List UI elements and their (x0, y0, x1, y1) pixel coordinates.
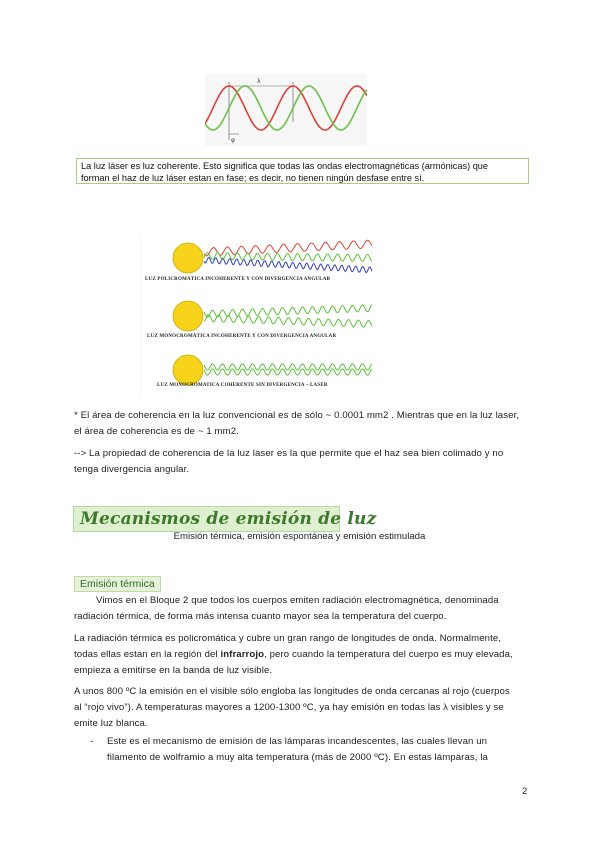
beam-1-blue (204, 257, 372, 272)
p2-line-3: empieza a emitirse en la banda de luz visible. (74, 665, 273, 676)
lambda-label: λ (257, 78, 261, 85)
p2-infrared-term: infrarrojo (220, 649, 265, 660)
light-source-2 (173, 301, 203, 331)
p2-line-2-a: todas ellas estan en la región del (74, 649, 221, 660)
coherence-note-1 (74, 408, 534, 440)
light-source-1 (173, 243, 203, 273)
page-number: 2 (522, 786, 528, 797)
subheading-thermal-emission: Emisión térmica (74, 576, 161, 592)
section-banner (73, 506, 377, 532)
bullet-item-1 (90, 734, 530, 766)
beam-1-green (204, 253, 372, 262)
bullet-1-line-2: filamento de wolframio a muy alta temperatura (más de 2000 ºC). En estas lámparas, la (107, 752, 488, 763)
caption-line-1: La luz láser es luz coherente. Esto significa que todas las ondas electromagnéticas (armónicas) que (81, 161, 489, 171)
light-coherence-svg (140, 236, 376, 396)
p2-line-2-c: , pero cuando la temperatura del cuerpo es muy elevada, (264, 649, 513, 660)
p1-line-1: Vimos en el Bloque 2 que todos los cuerpos emiten radiación electromagnética, denominada (96, 595, 499, 606)
beam-2-green-b (204, 315, 372, 327)
light-coherence-figure (140, 236, 376, 396)
bullet-1-line-1: Este es el mecanismo de emisión de las lámparas incandescentes, las cuales llevan un (107, 736, 488, 747)
p3-line-2: al “rojo vivo”). A temperaturas mayores a 1200-1300 ºC, ya hay emisión en todas las λ visibles y se (74, 702, 504, 713)
light-beams (204, 240, 372, 375)
note-2-line-2: tenga divergencia angular. (74, 464, 190, 475)
caption-line-2: forman el haz de luz láser estan en fase; es decir, no tienen ningún desfase entre sí. (81, 173, 425, 183)
paragraph-3 (74, 684, 534, 732)
note-1-line-1: * El área de coherencia en la luz convencional es de sólo ~ 0.0001 mm2 . Mientras que en la luz laser, (74, 410, 520, 421)
figure-label-1: LUZ POLICROMÁTICA INCOHERENTE Y CON DIVERGENCIA ANGULAR (145, 277, 331, 282)
phi-label: φ (231, 137, 235, 144)
light-source-3 (173, 355, 203, 385)
p3-line-1: A unos 800 ºC la emisión en el visible sólo engloba las longitudes de onda cercanas al rojo (cuerpos (74, 686, 510, 697)
figure-label-3: LUZ MONOCROMATICA COHERENTE SIN DIVERGENCIA – LASER (157, 383, 328, 388)
paragraph-1 (74, 593, 534, 625)
note-1-line-2: el área de coherencia es de ~ 1 mm2. (74, 426, 239, 437)
laser-coherence-caption (76, 158, 529, 184)
note-2-line-1: --> La propiedad de coherencia de la luz laser es la que permite que el haz sea bien colimado y no (74, 448, 504, 459)
beam-3-green-a (204, 364, 372, 370)
p2-line-2 (74, 647, 534, 663)
section-subtitle: Emisión térmica, emisión espontánea y emisión estimulada (173, 531, 426, 542)
coherence-note-2 (74, 446, 534, 478)
section-title: Mecanismos de emisión de luz (80, 509, 377, 529)
paragraph-2 (74, 631, 534, 679)
figure-label-2: LUZ MONOCROMÁTICA INCOHERENTE Y CON DIVERGENCIA ANGULAR (147, 334, 337, 339)
bullet-dash: - (90, 736, 94, 747)
wave-phase-svg (205, 74, 367, 146)
p1-line-2: radiación térmica, de forma más intensa cuanto mayor sea la temperatura del cuerpo. (74, 611, 447, 622)
wave-phase-figure (205, 74, 367, 146)
p3-line-3: emite luz blanca. (74, 718, 148, 729)
p2-line-1: La radiación térmica es policromática y cubre un gran rango de longitudes de onda. Normalmente, (74, 633, 502, 644)
